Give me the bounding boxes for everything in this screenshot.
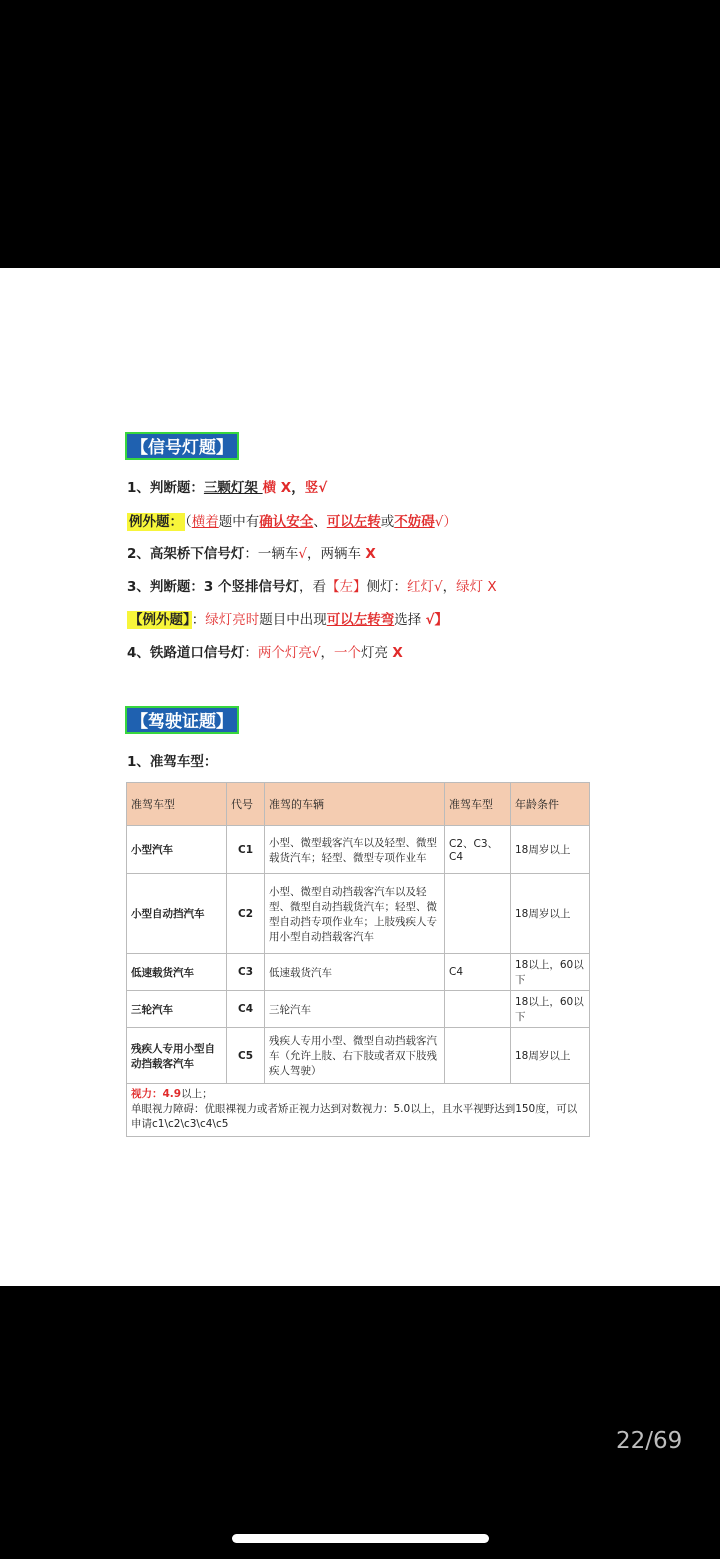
signal-line-2: 2、高架桥下信号灯：一辆车√，两辆车 X	[127, 546, 376, 562]
cell-class: 小型自动挡汽车	[127, 874, 227, 954]
cell-age: 18以上，60以下	[511, 991, 590, 1028]
signal-exception-line: 例外题： （横着题中有确认安全、可以左转或不妨碍√）	[129, 514, 457, 530]
col-header: 代号	[227, 783, 265, 826]
home-indicator[interactable]	[232, 1534, 489, 1543]
table-row	[127, 826, 590, 874]
cell-vehicles: 小型、微型自动挡载客汽车以及轻型、微型自动挡载货汽车；轻型、微型自动挡专项作业车；上肢残疾人专用小型自动挡载客汽车	[265, 874, 445, 954]
cell-allowed	[445, 1028, 511, 1084]
signal-line-1: 1、判断题：三颗灯架 横 X，竖√	[127, 480, 328, 496]
cell-class: 小型汽车	[127, 826, 227, 874]
page-counter: 22/69	[616, 1428, 683, 1454]
cell-vehicles: 残疾人专用小型、微型自动挡载客汽车（允许上肢、右下肢或者双下肢残疾人驾驶）	[265, 1028, 445, 1084]
vision-note	[127, 1084, 590, 1137]
section-title-signal-lights: 【信号灯题】	[125, 432, 239, 460]
signal-line-3: 3、判断题：3 个竖排信号灯，看【左】侧灯：红灯√，绿灯 X	[127, 579, 497, 595]
cell-code: C4	[227, 991, 265, 1028]
cell-code: C5	[227, 1028, 265, 1084]
cell-class: 低速载货汽车	[127, 954, 227, 991]
section-title-license: 【驾驶证题】	[125, 706, 239, 734]
cell-allowed	[445, 874, 511, 954]
col-header: 年龄条件	[511, 783, 590, 826]
cell-code: C3	[227, 954, 265, 991]
document-page	[0, 268, 720, 1286]
cell-age: 18周岁以上	[511, 874, 590, 954]
cell-code: C2	[227, 874, 265, 954]
cell-allowed: C2、C3、C4	[445, 826, 511, 874]
cell-class: 三轮汽车	[127, 991, 227, 1028]
vision-label-rest: 以上；	[181, 1088, 213, 1100]
cell-age: 18以上，60以下	[511, 954, 590, 991]
table-row	[127, 954, 590, 991]
table-header-row	[127, 783, 590, 826]
col-header: 准驾车型	[127, 783, 227, 826]
cell-class: 残疾人专用小型自动挡载客汽车	[127, 1028, 227, 1084]
license-subtitle: 1、准驾车型：	[127, 754, 218, 770]
table-note-row	[127, 1084, 590, 1137]
cell-allowed	[445, 991, 511, 1028]
vision-label: 视力：4.9	[131, 1088, 182, 1100]
col-header: 准驾的车辆	[265, 783, 445, 826]
table-row	[127, 874, 590, 954]
cell-vehicles: 小型、微型载客汽车以及轻型、微型载货汽车；轻型、微型专项作业车	[265, 826, 445, 874]
vision-note-text: 单眼视力障碍：优眼裸视力或者矫正视力达到对数视力：5.0以上，且水平视野达到150度，可以申请c1\c2\c3\c4\c5	[131, 1103, 578, 1131]
table-row	[127, 991, 590, 1028]
signal-exception-line-2: 【例外题】 ：绿灯亮时题目中出现可以左转弯选择 √】	[129, 612, 449, 628]
cell-vehicles: 三轮汽车	[265, 991, 445, 1028]
license-class-table	[126, 782, 590, 1137]
cell-age: 18周岁以上	[511, 826, 590, 874]
signal-line-4: 4、铁路道口信号灯：两个灯亮√，一个灯亮 X	[127, 645, 403, 661]
cell-vehicles: 低速载货汽车	[265, 954, 445, 991]
cell-allowed: C4	[445, 954, 511, 991]
cell-code: C1	[227, 826, 265, 874]
cell-age: 18周岁以上	[511, 1028, 590, 1084]
col-header: 准驾车型	[445, 783, 511, 826]
table-row	[127, 1028, 590, 1084]
